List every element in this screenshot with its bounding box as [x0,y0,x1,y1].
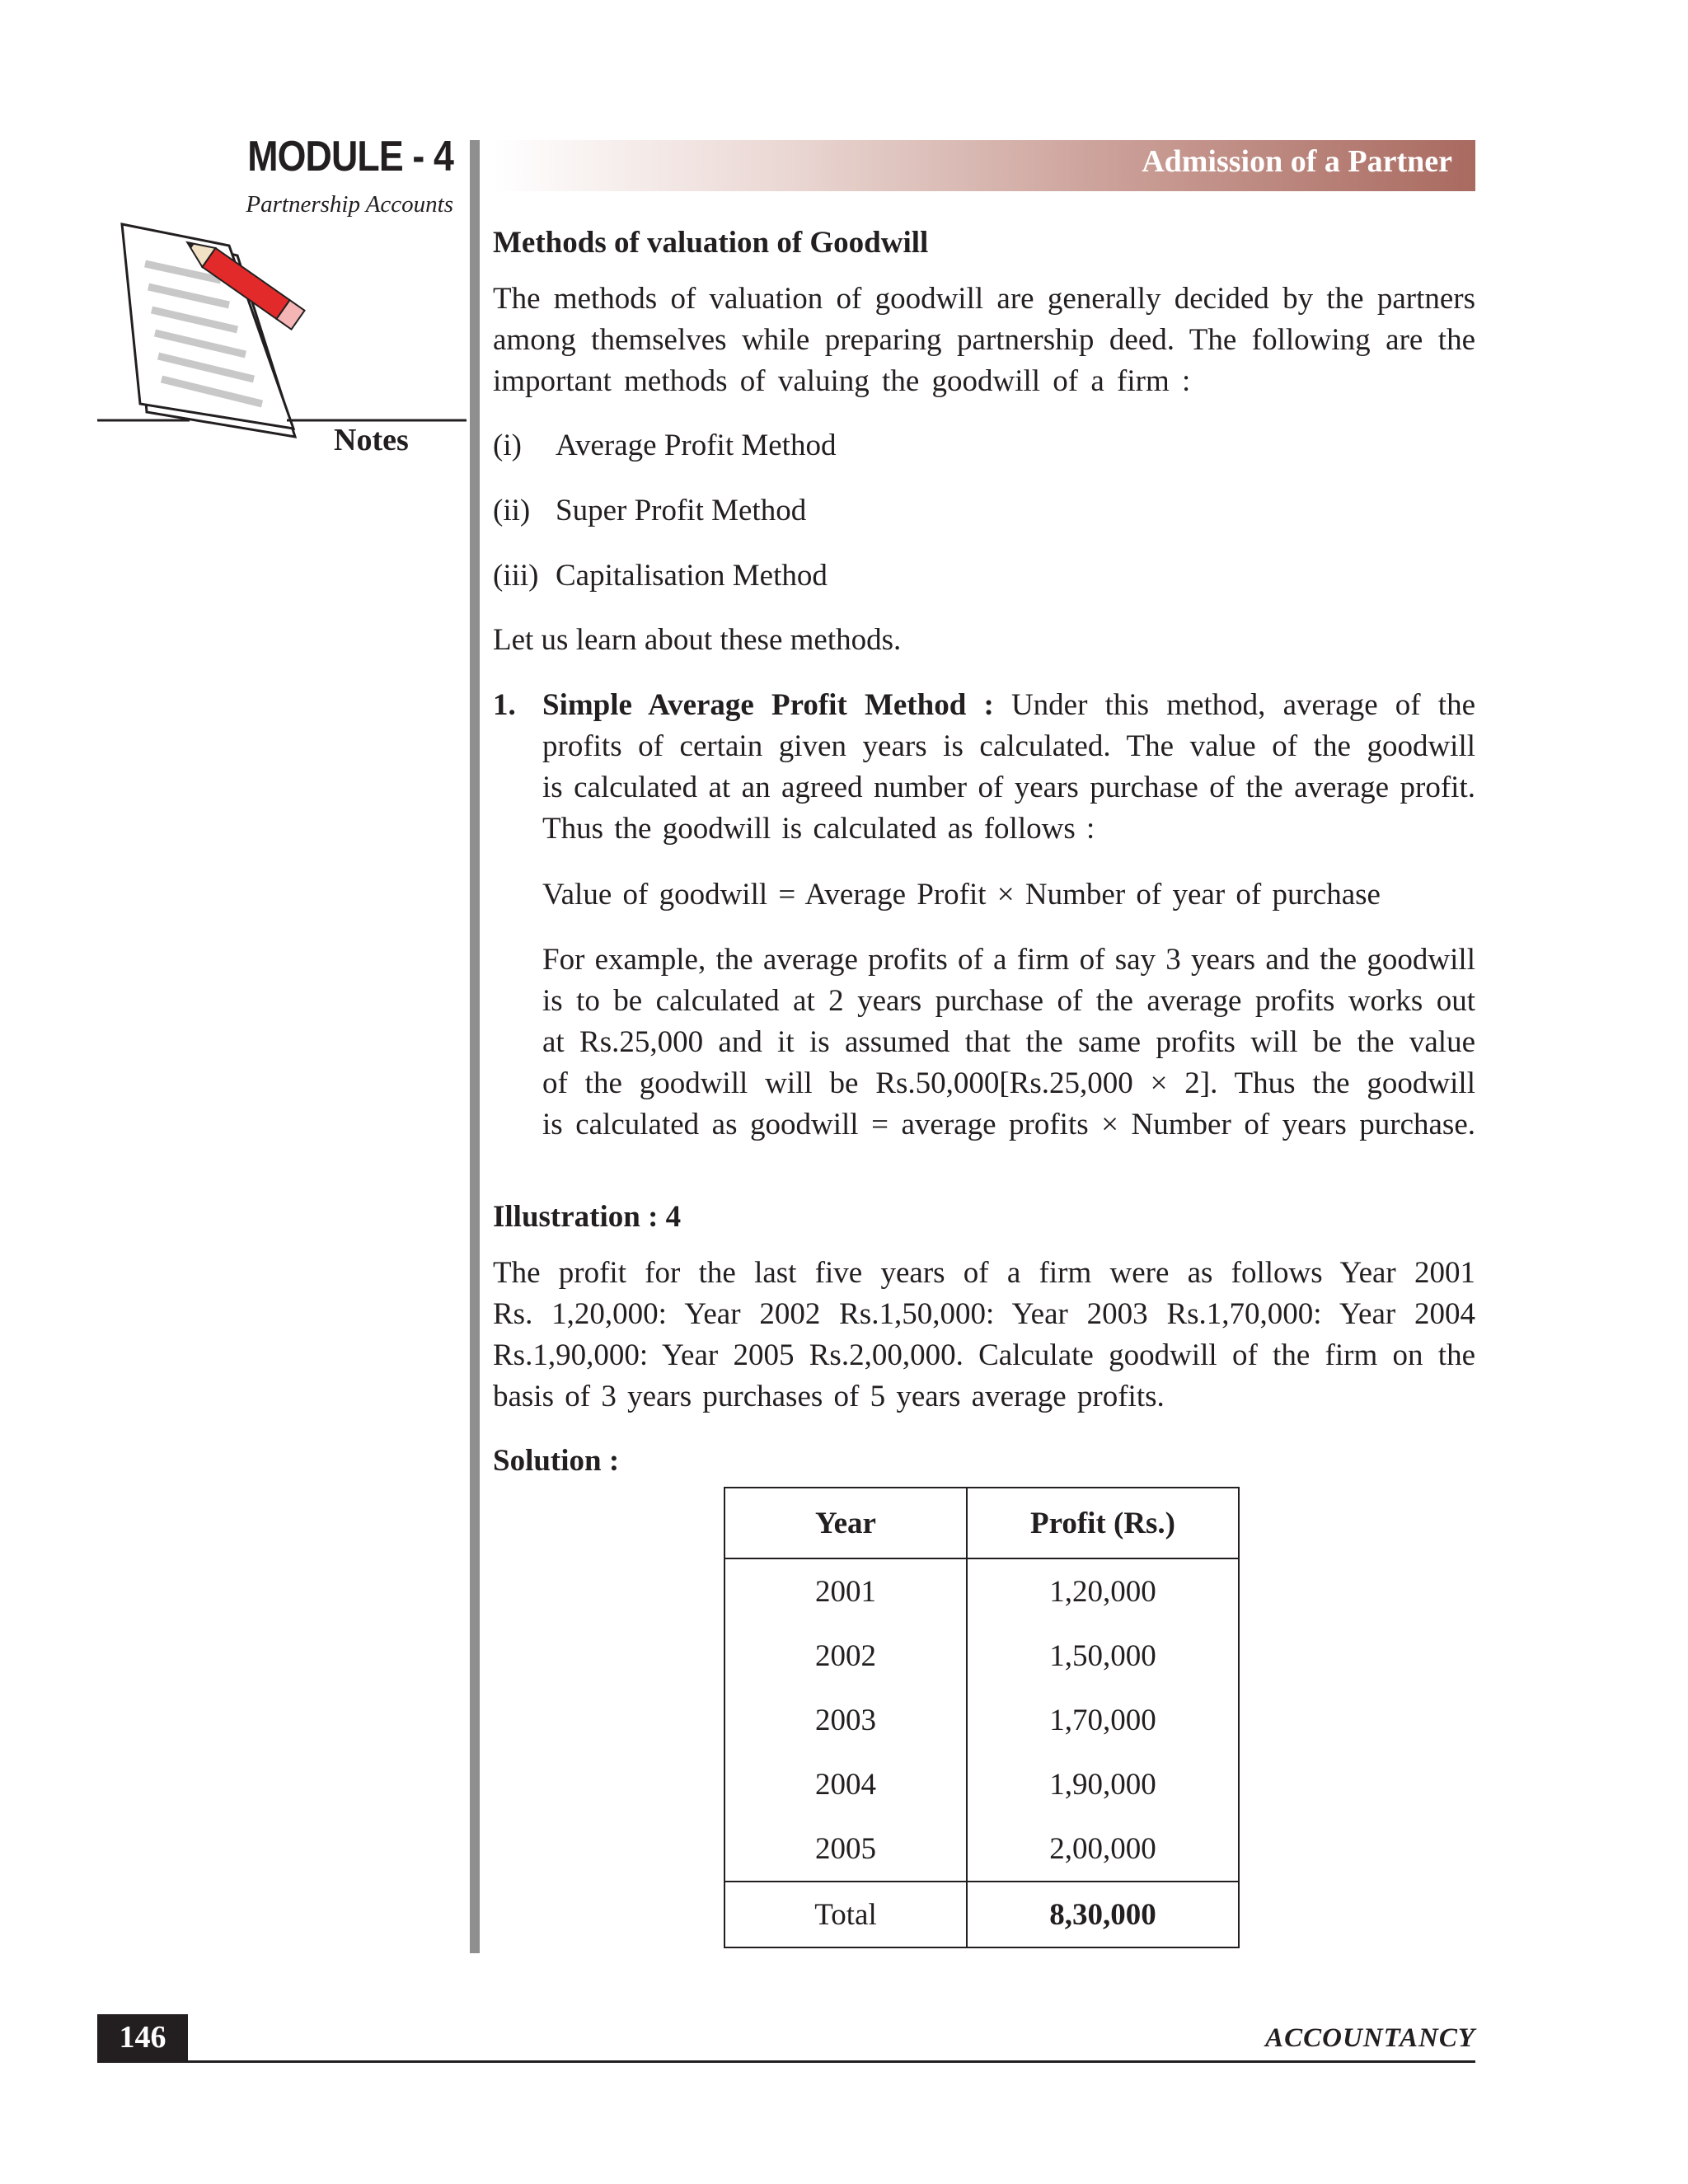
table-row [724,1558,1239,1624]
total-label: Total [724,1882,967,1947]
paragraph-line: is calculated at an agreed number of years purchase of the average profit. [542,771,1475,804]
list-label: Average Profit Method [556,429,837,462]
table-cell-year: 2002 [724,1624,967,1688]
learn-text: Let us learn about these methods. [493,623,902,657]
illustration-title: Illustration : 4 [493,1200,682,1234]
table-header-row [724,1488,1239,1558]
total-value: 8,30,000 [967,1882,1239,1947]
margin-rule [470,140,480,1953]
goodwill-formula: Value of goodwill = Average Profit × Number of year of purchase [542,878,1381,912]
module-title: MODULE - 4 [247,133,453,180]
paragraph-line: is calculated as goodwill = average profits × Number of years purchase. [542,1108,1475,1141]
example-paragraph [542,940,1475,1146]
paragraph-line: of the goodwill will be Rs.50,000[Rs.25,000 × 2]. Thus the goodwill [542,1066,1475,1100]
illustration-paragraph [493,1253,1475,1418]
methods-list [493,425,836,621]
table-cell-year: 2004 [724,1752,967,1816]
paragraph-line: The methods of valuation of goodwill are generally decided by the partners [493,282,1475,316]
notes-label: Notes [334,423,409,457]
notes-pencil-icon [97,223,476,453]
table-row [724,1816,1239,1882]
footer-rule [97,2060,1475,2063]
table-row [724,1688,1239,1752]
table-cell-year: 2001 [724,1558,967,1624]
chapter-header-banner [493,140,1475,191]
table-cell-profit: 1,90,000 [967,1752,1239,1816]
simple-average-paragraph [542,685,1475,850]
paragraph-line: profits of certain given years is calculated. The value of the goodwill [542,729,1475,763]
column-header-year: Year [724,1488,967,1558]
paragraph-line: important methods of valuing the goodwill of a firm : [493,364,1191,398]
table-cell-year: 2005 [724,1816,967,1882]
table-cell-profit: 2,00,000 [967,1816,1239,1882]
paragraph-line: Thus the goodwill is calculated as follows : [542,812,1095,846]
list-number: (i) [493,429,522,462]
list-number: (iii) [493,559,539,593]
column-header-profit: Profit (Rs.) [967,1488,1239,1558]
table-cell-profit: 1,50,000 [967,1624,1239,1688]
method-heading: Simple Average Profit Method : [542,688,994,722]
paragraph-line: Rs.1,90,000: Year 2005 Rs.2,00,000. Calculate goodwill of the firm on the [493,1338,1475,1372]
list-label: Super Profit Method [556,494,807,527]
table-row [724,1752,1239,1816]
list-item [493,425,836,490]
table-cell-profit: 1,70,000 [967,1688,1239,1752]
paragraph-line: among themselves while preparing partnership deed. The following are the [493,323,1475,357]
paragraph-text: Under this method, average of the [1010,688,1475,722]
intro-paragraph [493,279,1475,402]
paragraph-line [542,685,1475,726]
module-subtitle: Partnership Accounts [246,191,453,218]
paragraph-line: Rs. 1,20,000: Year 2002 Rs.1,50,000: Year 2003 Rs.1,70,000: Year 2004 [493,1297,1475,1331]
page-number: 146 [119,2020,166,2055]
list-item [493,490,836,555]
list-item [493,555,836,621]
solution-label: Solution : [493,1444,620,1478]
profit-table [724,1487,1240,1948]
paragraph-line: is to be calculated at 2 years purchase of the average profits works out [542,984,1475,1018]
table-cell-profit: 1,20,000 [967,1558,1239,1624]
paragraph-line: at Rs.25,000 and it is assumed that the same profits will be the value [542,1025,1475,1059]
list-label: Capitalisation Method [556,559,828,593]
list-number: (ii) [493,494,531,527]
paragraph-line: For example, the average profits of a firm of say 3 years and the goodwill [542,943,1475,977]
table-total-row [724,1882,1239,1947]
page-number-box [97,2014,188,2060]
section-title: Methods of valuation of Goodwill [493,226,929,260]
paragraph-line: basis of 3 years purchases of 5 years average profits. [493,1380,1165,1413]
chapter-title: Admission of a Partner [1142,144,1452,179]
table-cell-year: 2003 [724,1688,967,1752]
footer-subject: ACCOUNTANCY [1265,2023,1475,2053]
paragraph-line: The profit for the last five years of a firm were as follows Year 2001 [493,1256,1475,1290]
method-number: 1. [493,688,516,722]
table-row [724,1624,1239,1688]
